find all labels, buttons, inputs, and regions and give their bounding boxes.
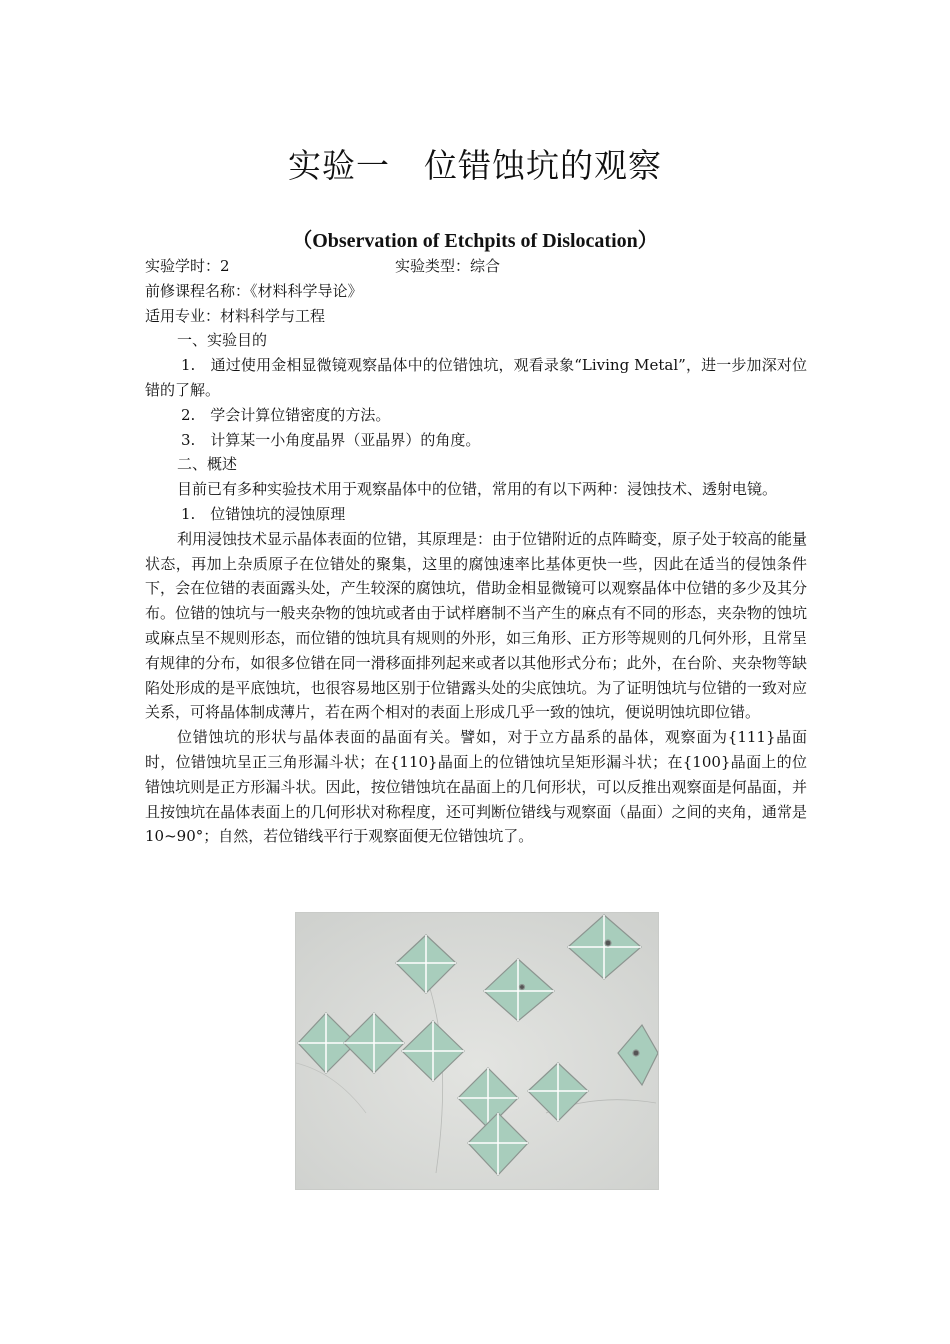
section1-heading: 一、实验目的 bbox=[177, 331, 268, 350]
etchpit-shape-paragraph: 位错蚀坑的形状与晶体表面的晶面有关。譬如，对于立方晶系的晶体，观察面为{111}晶面时，位错蚀坑呈正三角形漏斗状；在{110}晶面上的位错蚀坑呈矩形漏斗状；在{100}晶面上的位错蚀坑则是正方形漏斗状。因此，按位错蚀坑在晶面上的几何形状，可以反推出观察面是何晶面，并且按蚀坑在晶体表面上的几何形状对称程度，还可判断位错线与观察面（晶面）之间的夹角，通常是 10~90°；自然，若位错线平行于观察面便无位错蚀坑了。 bbox=[145, 728, 807, 846]
objective-item-3: 3. 计算某一小角度晶界（亚晶界）的角度。 bbox=[181, 430, 481, 449]
prerequisite-course: 前修课程名称：《材料科学导论》 bbox=[145, 281, 363, 300]
section2-heading: 二、概述 bbox=[177, 455, 238, 474]
objective-item-1: 1. 通过使用金相显微镜观察晶体中的位错蚀坑，观看录象“Living Metal”，进一步加深对位错的了解。 bbox=[145, 356, 807, 399]
micrograph-svg bbox=[296, 913, 658, 1189]
page-title: 实验一 位错蚀坑的观察 bbox=[288, 146, 662, 185]
etching-principle-paragraph: 利用浸蚀技术显示晶体表面的位错，其原理是：由于位错附近的点阵畸变，原子处于较高的能量状态，再加上杂质原子在位错处的聚集，这里的腐蚀速率比基体更快一些，因此在适当的侵蚀条件下，会在位错的表面露头处，产生较深的腐蚀坑，借助金相显微镜可以观察晶体中位错的多少及其分布。位错的蚀坑与一般夹杂物的蚀坑或者由于试样磨制不当产生的麻点有不同的形态，夹杂物的蚀坑或麻点呈不规则形态，而位错的蚀坑具有规则的外形，如三角形、正方形等规则的几何外形，且常呈有规律的分布，如很多位错在同一滑移面排列起来或者以其他形式分布；此外，在台阶、夹杂物等缺陷处形成的是平底蚀坑，也很容易地区别于位错露头处的尖底蚀坑。为了证明蚀坑与位错的一致对应关系，可将晶体制成薄片，若在两个相对的表面上形成几乎一致的蚀坑，便说明蚀坑即位错。 bbox=[145, 529, 808, 722]
subsection-heading: 1. 位错蚀坑的浸蚀原理 bbox=[181, 504, 346, 523]
lab-type: 实验类型：综合 bbox=[395, 257, 501, 275]
overview-intro: 目前已有多种实验技术用于观察晶体中的位错，常用的有以下两种：浸蚀技术、透射电镜。 bbox=[177, 480, 778, 499]
objective-item-2: 2. 学会计算位错密度的方法。 bbox=[181, 405, 391, 424]
etchpit-micrograph bbox=[295, 912, 659, 1190]
meta-row bbox=[145, 254, 807, 279]
lab-hours: 实验学时：2 bbox=[145, 257, 230, 275]
document-body bbox=[145, 254, 807, 849]
applicable-major: 适用专业：材料科学与工程 bbox=[145, 306, 326, 325]
page-subtitle: （Observation of Etchpits of Dislocation） bbox=[292, 230, 658, 252]
